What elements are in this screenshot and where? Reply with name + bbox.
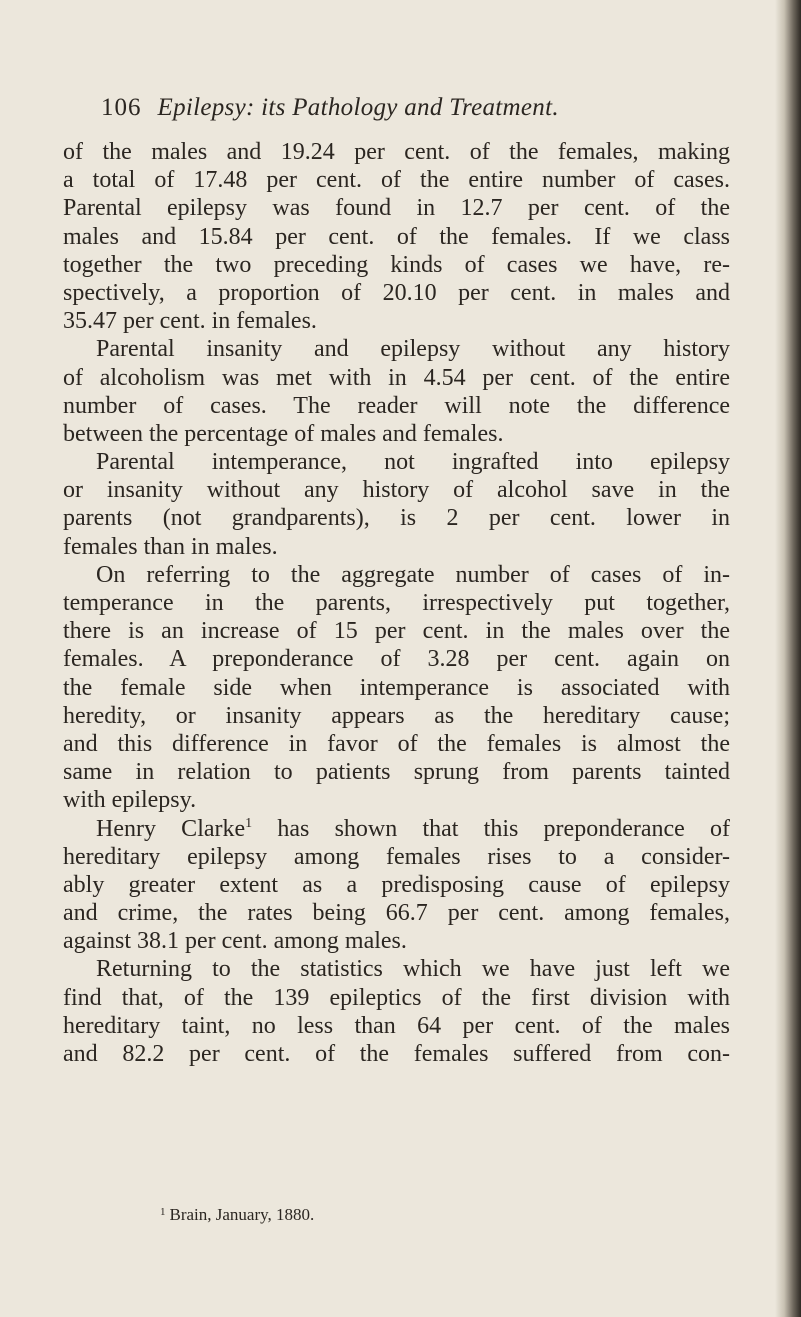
paragraph-start: Returning to the statistics which we have just left we	[96, 956, 730, 983]
body-text	[63, 138, 730, 1068]
text-line: heredity, or insanity appears as the hereditary cause;	[63, 702, 730, 729]
text-line: a total of 17.48 per cent. of the entire number of cases.	[63, 167, 730, 194]
text-line: of the males and 19.24 per cent. of the females, making	[63, 139, 730, 165]
text-line: temperance in the parents, irrespectively put together,	[63, 590, 730, 616]
page-number: 106	[101, 94, 142, 121]
text-line: same in relation to patients sprung from parents tainted	[63, 759, 730, 786]
running-title: Epilepsy: its Pathology and Treatment.	[157, 94, 559, 121]
text-line: and this difference in favor of the females is almost the	[63, 730, 730, 757]
text-line: hereditary taint, no less than 64 per cent. of the males	[63, 1012, 730, 1039]
footnote-marker: 1	[245, 815, 253, 831]
footnote-number: 1	[160, 1206, 166, 1218]
text-line: hereditary epilepsy among females rises to a consider-	[63, 843, 730, 870]
paragraph-start: Parental insanity and epilepsy without any history	[96, 336, 730, 363]
text-line: females than in males.	[63, 533, 278, 560]
paragraph-start: Parental intemperance, not ingrafted into epilepsy	[96, 449, 730, 476]
text-line: there is an increase of 15 per cent. in the males over the	[63, 618, 730, 645]
page-edge-shadow	[775, 0, 801, 1317]
paragraph-start: On referring to the aggregate number of cases of in-	[96, 561, 730, 588]
text-line: ably greater extent as a predisposing cause of epilepsy	[63, 871, 730, 898]
text-line: with epilepsy.	[63, 787, 197, 814]
text-line: and crime, the rates being 66.7 per cent. among females,	[63, 900, 730, 927]
footnote-text: Brain, January, 1880.	[169, 1205, 315, 1224]
text-line: males and 15.84 per cent. of the females. If we class	[63, 223, 730, 250]
paragraph-start	[63, 815, 730, 843]
text-line: against 38.1 per cent. among males.	[63, 928, 407, 955]
text-line: parents (not grandparents), is 2 per cent. lower in	[63, 505, 730, 532]
text-line: between the percentage of males and females.	[63, 420, 504, 447]
text-line: females. A preponderance of 3.28 per cent. again on	[63, 646, 730, 673]
text-line: number of cases. The reader will note the difference	[63, 392, 730, 419]
footnote	[160, 1201, 314, 1226]
text-line: the female side when intemperance is associated with	[63, 674, 730, 701]
clarke-citation: Henry Clarke	[96, 815, 246, 842]
running-header	[101, 88, 661, 128]
text-line: find that, of the 139 epileptics of the first division with	[63, 984, 730, 1011]
text-line: Parental epilepsy was found in 12.7 per cent. of the	[63, 195, 730, 222]
text-line-continuation: has shown that this preponderance of	[277, 815, 731, 842]
text-line: of alcoholism was met with in 4.54 per cent. of the entire	[63, 364, 730, 391]
text-line: and 82.2 per cent. of the females suffered from con-	[63, 1041, 730, 1067]
text-line: 35.47 per cent. in females.	[63, 308, 317, 335]
text-line: or insanity without any history of alcohol save in the	[63, 477, 730, 504]
text-line: together the two preceding kinds of cases we have, re-	[63, 251, 730, 278]
text-line: spectively, a proportion of 20.10 per cent. in males and	[63, 279, 730, 306]
